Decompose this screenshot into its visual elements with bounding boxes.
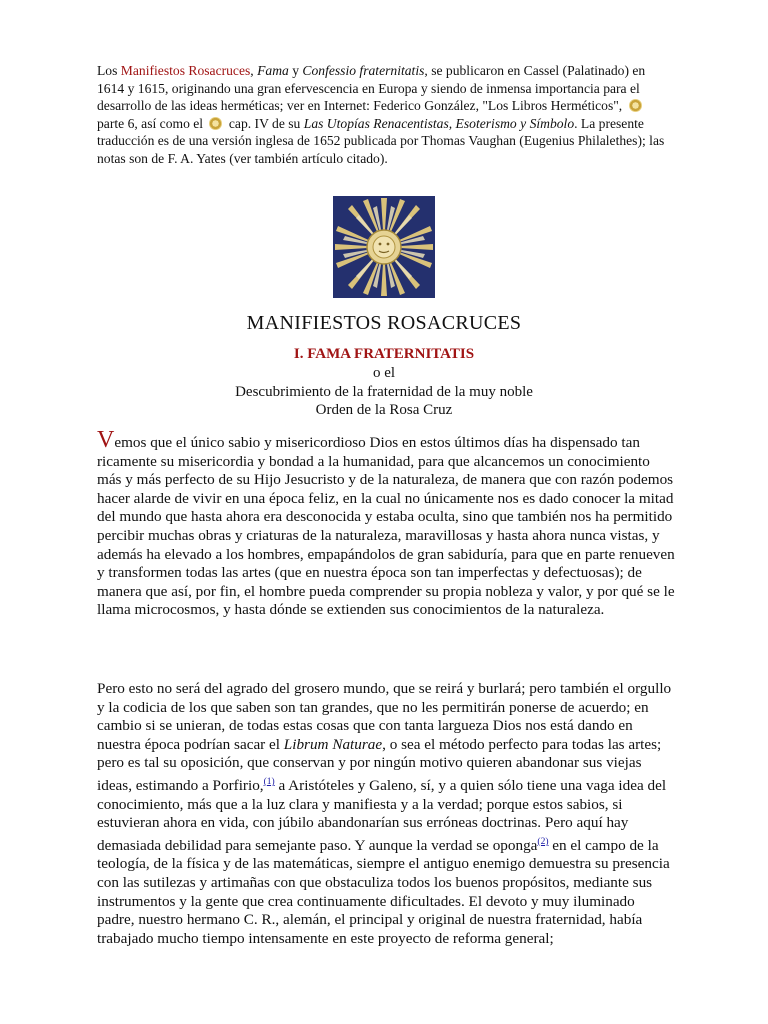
paragraph-text: a Aristóteles y Galeno, sí, y a quien sólo tiene una vaga idea del conocimiento, más que a la luz clara y manifiesta y a la verdad; porque estos sabios, si estuvieran ahora en vida, con júbilo abandonarían sus erróneas doctrinas. Pero aquí hay demasiada debilidad para semejante paso. Y aunque la verdad se oponga	[97, 777, 667, 854]
sun-emblem-image	[333, 196, 435, 298]
intro-text: cap. IV de su	[225, 115, 304, 131]
section-title: I. FAMA FRATERNITATIS	[293, 346, 475, 362]
paragraph-text: Pero esto no será del agrado del grosero mundo, que se reirá y burlará; pero también el orgullo y la codicia de los que saben son tan grandes, que no les permitirán ponerse de acuerdo; en cambio si se unieran, de todas estas cosas que con tanta largueza Dios nos está dando en nuestra época podrían sacar el	[97, 680, 672, 753]
paragraph-text: en el campo de la teología, de la física y de las matemáticas, siempre el antiguo enemigo demuestra su presencia con las sutilezas y artimañas con que obstaculiza todos los buenos propósitos, mediante sus instrumentos y la gente que crea continuamente dificultades. El devoto y muy iluminado padre, nuestro hermano C. R., alemán, el principal y original de nuestra fraternidad, había trabajado mucho tiempo intensamente en este proyecto de reforma general;	[97, 836, 670, 947]
book-title-italic: Las Utopías Renacentistas, Esoterismo y Símbolo	[303, 115, 575, 131]
subtitle-line: Orden de la Rosa Cruz	[315, 402, 453, 418]
drop-cap: V	[97, 427, 115, 453]
body-paragraph	[97, 427, 675, 620]
fama-italic: Fama	[257, 63, 289, 78]
paragraph-text: , o sea el método perfecto para todas las artes; pero es tal su oposición, que conservan y por ningún motivo quieren abandonar sus viejas ideas, estimando a Porfirio,	[97, 735, 662, 795]
link-medallion-icon[interactable]	[629, 99, 642, 112]
body-paragraph	[97, 680, 675, 948]
link-medallion-icon[interactable]	[209, 117, 222, 130]
intro-paragraph	[97, 62, 667, 168]
intro-text: y	[288, 63, 303, 78]
document-title: MANIFIESTOS ROSACRUCES	[246, 312, 522, 334]
manifiestos-link[interactable]: Manifiestos Rosacruces	[120, 63, 251, 78]
intro-text: , se publicaron en Cassel (Palatinado) en 1614 y 1615, originando una gran efervescencia en Europa y siendo de inmensa importancia para el desarrollo de las ideas herméticas; ver en Internet: Federico González, "Los Libros Herméticos",	[97, 63, 646, 114]
confessio-italic: Confessio fraternitatis	[302, 63, 425, 78]
subtitle-line: o el	[372, 365, 396, 381]
subtitle-line: Descubrimiento de la fraternidad de la muy noble	[235, 384, 533, 400]
intro-text: ,	[250, 63, 258, 78]
intro-text: Los	[97, 63, 121, 78]
intro-text: parte 6, así como el	[97, 115, 204, 131]
librum-naturae-italic: Librum Naturae	[283, 735, 383, 753]
paragraph-text: emos que el único sabio y misericordioso Dios en estos últimos días ha dispensado tan ricamente su misericordia y bondad a la humanidad, para que alcancemos un conocimiento más y más perfecto de su Hijo Jesucristo y de la naturaleza, de manera que con razón podemos hacer alarde de vivir en una época feliz, en la cual no únicamente nos es dado conocer la mitad del mundo que hasta ahora era desconocida y estaba oculta, sino que también nos ha permitido percibir muchas obras y criaturas de la naturaleza, maravillosas y hasta ahora nunca vistas, y además ha elevado a los hombres, empapándolos de gran sabiduría, para que en parte renueven y transformen todas las artes (que en nuestra época son tan imperfectas y defectuosas); de manera que así, por fin, el hombre pueda comprender su propia nobleza y valor, y por qué se le llama microcosmos, y hasta dónde se extienden sus conocimientos de la naturaleza.	[97, 434, 675, 619]
footnote-link-2[interactable]: (2)	[537, 836, 549, 847]
footnote-link-1[interactable]: (1)	[263, 776, 275, 787]
intro-text: . La presente traducción es de una versión inglesa de 1652 publicada por Thomas Vaughan (Eugenius Philalethes); las notas son de F. A. Yates (ver también artículo citado).	[97, 115, 665, 166]
